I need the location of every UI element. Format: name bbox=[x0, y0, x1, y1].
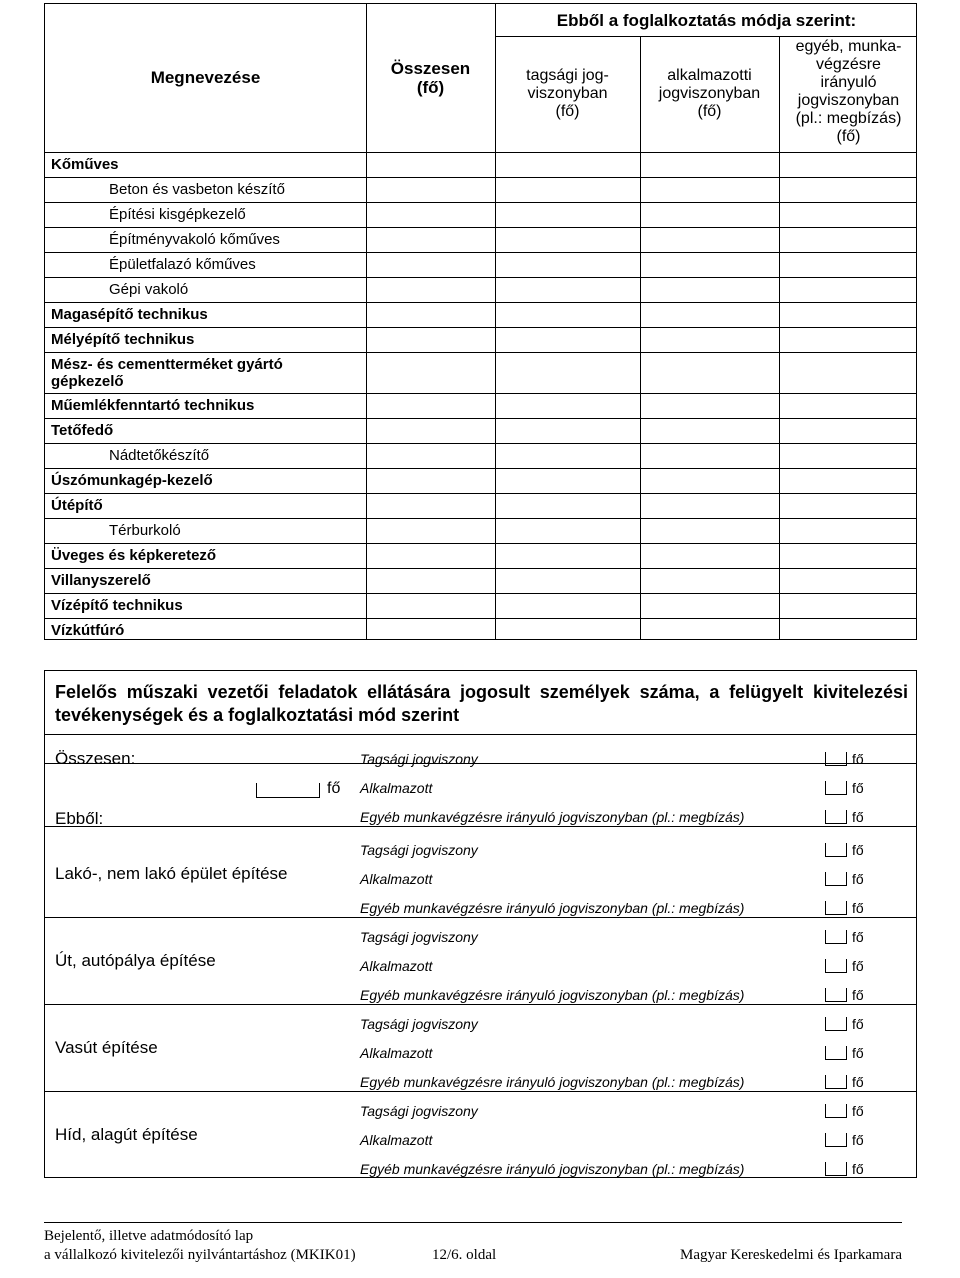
box-title-divider bbox=[45, 734, 916, 735]
employment-option-label: Tagsági jogviszony bbox=[360, 1016, 478, 1032]
employment-option-label: Alkalmazott bbox=[360, 1132, 433, 1148]
footer-line2: a vállalkozó kivitelezői nyilvántartáshoz (MKIK01) bbox=[44, 1247, 356, 1263]
employment-option-label: Tagsági jogviszony bbox=[360, 751, 478, 767]
header-other: egyéb, munka- végzésre irányuló jogviszonyban (pl.: megbízás) (fő) bbox=[795, 38, 902, 145]
unit-label: fő bbox=[852, 900, 864, 916]
row-divider bbox=[45, 227, 916, 228]
row-divider bbox=[45, 252, 916, 253]
group-divider bbox=[45, 1091, 350, 1092]
blank-input[interactable] bbox=[825, 1133, 847, 1147]
option-divider bbox=[350, 826, 916, 827]
unit-label: fő bbox=[852, 842, 864, 858]
group-divider bbox=[45, 1004, 350, 1005]
row-divider bbox=[45, 468, 916, 469]
table-row-label: Építési kisgépkezelő bbox=[109, 206, 246, 223]
row-divider bbox=[45, 352, 916, 353]
table-row-label: Kőműves bbox=[51, 156, 119, 173]
unit-label: fő bbox=[852, 987, 864, 1003]
unit-label: fő bbox=[852, 780, 864, 796]
employment-option-label: Tagsági jogviszony bbox=[360, 842, 478, 858]
table-row-label: Építményvakoló kőműves bbox=[109, 231, 280, 248]
employment-option-label: Egyéb munkavégzésre irányuló jogviszonyban (pl.: megbízás) bbox=[360, 809, 745, 825]
total-blank-field[interactable] bbox=[256, 783, 320, 798]
table-row-label: Vízkútfúró bbox=[51, 622, 125, 639]
employment-option-label: Tagsági jogviszony bbox=[360, 929, 478, 945]
unit-label: fő bbox=[852, 871, 864, 887]
row-divider bbox=[45, 418, 916, 419]
blank-input[interactable] bbox=[825, 1162, 847, 1176]
employment-option-label: Alkalmazott bbox=[360, 780, 433, 796]
supervisor-box bbox=[44, 670, 917, 1178]
count-field[interactable] bbox=[825, 871, 864, 887]
header-membership: tagsági jog- viszonyban (fő) bbox=[526, 67, 609, 120]
blank-input[interactable] bbox=[825, 810, 847, 824]
row-divider bbox=[45, 277, 916, 278]
option-divider bbox=[350, 763, 916, 764]
employment-option-label: Alkalmazott bbox=[360, 1045, 433, 1061]
header-divider bbox=[495, 36, 916, 37]
count-field[interactable] bbox=[825, 842, 864, 858]
row-divider bbox=[45, 302, 916, 303]
option-divider bbox=[350, 917, 916, 918]
count-field[interactable] bbox=[825, 1074, 864, 1090]
table-row-label: Útépítő bbox=[51, 497, 103, 514]
activity-category: Út, autópálya építése bbox=[55, 951, 216, 970]
unit-label: fő bbox=[852, 958, 864, 974]
row-divider bbox=[45, 327, 916, 328]
header-bottom-line bbox=[45, 152, 916, 153]
count-field[interactable] bbox=[825, 809, 864, 825]
employment-option-label: Alkalmazott bbox=[360, 871, 433, 887]
blank-input[interactable] bbox=[825, 1046, 847, 1060]
unit-label: fő bbox=[852, 1045, 864, 1061]
group-divider bbox=[45, 917, 350, 918]
total-unit: fő bbox=[327, 780, 341, 797]
header-total: Összesen (fő) bbox=[390, 59, 471, 97]
table-row-label: Tetőfedő bbox=[51, 422, 114, 439]
count-field[interactable] bbox=[825, 900, 864, 916]
row-divider bbox=[45, 177, 916, 178]
header-group: Ebből a foglalkoztatás módja szerint: bbox=[556, 11, 857, 30]
row-divider bbox=[45, 618, 916, 619]
total-label: Összesen: bbox=[55, 749, 136, 768]
blank-input[interactable] bbox=[825, 843, 847, 857]
footer-org: Magyar Kereskedelmi és Iparkamara bbox=[680, 1247, 902, 1263]
table-row-label: Villanyszerelő bbox=[51, 572, 151, 589]
blank-input[interactable] bbox=[825, 988, 847, 1002]
unit-label: fő bbox=[852, 929, 864, 945]
blank-input[interactable] bbox=[825, 781, 847, 795]
header-employed: alkalmazotti jogviszonyban (fő) bbox=[658, 67, 761, 120]
row-divider bbox=[45, 493, 916, 494]
employment-option-label: Egyéb munkavégzésre irányuló jogviszonyban (pl.: megbízás) bbox=[360, 1161, 745, 1177]
unit-label: fő bbox=[852, 751, 864, 767]
footer-line1: Bejelentő, illetve adatmódosító lap bbox=[44, 1228, 254, 1244]
employment-option-label: Egyéb munkavégzésre irányuló jogviszonyban (pl.: megbízás) bbox=[360, 1074, 745, 1090]
table-row-label: Térburkoló bbox=[109, 522, 181, 539]
table-row-label: Üveges és képkeretező bbox=[51, 547, 217, 564]
box-title: Felelős műszaki vezetői feladatok ellátására jogosult személyek száma, a felügyelt kivitelezési tevékenységek és a foglalkoztatási mód szerint bbox=[55, 682, 908, 725]
count-field[interactable] bbox=[825, 1161, 864, 1177]
count-field[interactable] bbox=[825, 958, 864, 974]
col-divider bbox=[640, 36, 641, 639]
row-divider bbox=[45, 543, 916, 544]
of-which-label: Ebből: bbox=[55, 809, 104, 828]
row-divider bbox=[45, 518, 916, 519]
table-row-label: Gépi vakoló bbox=[109, 281, 189, 298]
blank-input[interactable] bbox=[825, 1104, 847, 1118]
employment-table bbox=[44, 3, 917, 640]
unit-label: fő bbox=[852, 1074, 864, 1090]
option-divider bbox=[350, 1091, 916, 1092]
count-field[interactable] bbox=[825, 780, 864, 796]
unit-label: fő bbox=[852, 809, 864, 825]
row-divider bbox=[45, 393, 916, 394]
header-name: Megnevezése bbox=[150, 68, 261, 87]
table-row-label: Műemlékfenntartó technikus bbox=[51, 397, 255, 414]
count-field[interactable] bbox=[825, 929, 864, 945]
table-row-label: Mélyépítő technikus bbox=[51, 331, 195, 348]
employment-option-label: Alkalmazott bbox=[360, 958, 433, 974]
unit-label: fő bbox=[852, 1132, 864, 1148]
blank-input[interactable] bbox=[825, 872, 847, 886]
page-footer bbox=[44, 1222, 902, 1263]
table-row-label: Beton és vasbeton készítő bbox=[109, 181, 285, 198]
group-divider bbox=[45, 763, 350, 764]
activity-category: Vasút építése bbox=[55, 1038, 158, 1057]
activity-category: Híd, alagút építése bbox=[55, 1125, 198, 1144]
row-divider bbox=[45, 443, 916, 444]
footer-page: 12/6. oldal bbox=[432, 1247, 497, 1263]
table-row-label: Nádtetőkészítő bbox=[109, 447, 210, 464]
activity-category: Lakó-, nem lakó épület építése bbox=[55, 864, 288, 883]
count-field[interactable] bbox=[825, 751, 864, 767]
table-row-label: Úszómunkagép-kezelő bbox=[51, 472, 213, 489]
employment-option-label: Egyéb munkavégzésre irányuló jogviszonyban (pl.: megbízás) bbox=[360, 987, 745, 1003]
table-row-label: Magasépítő technikus bbox=[51, 306, 208, 323]
row-divider bbox=[45, 568, 916, 569]
row-divider bbox=[45, 202, 916, 203]
option-divider bbox=[350, 1004, 916, 1005]
blank-input[interactable] bbox=[825, 959, 847, 973]
blank-input[interactable] bbox=[825, 901, 847, 915]
count-field[interactable] bbox=[825, 1132, 864, 1148]
table-row-label: Mész- és cementterméket gyártó gépkezelő bbox=[51, 356, 283, 390]
unit-label: fő bbox=[852, 1161, 864, 1177]
employment-option-label: Egyéb munkavégzésre irányuló jogviszonyban (pl.: megbízás) bbox=[360, 900, 745, 916]
count-field[interactable] bbox=[825, 1016, 864, 1032]
unit-label: fő bbox=[852, 1016, 864, 1032]
employment-option-label: Tagsági jogviszony bbox=[360, 1103, 478, 1119]
table-row-label: Épületfalazó kőműves bbox=[109, 256, 256, 273]
row-divider bbox=[45, 593, 916, 594]
count-field[interactable] bbox=[825, 1103, 864, 1119]
unit-label: fő bbox=[852, 1103, 864, 1119]
table-row-label: Vízépítő technikus bbox=[51, 597, 183, 614]
count-field[interactable] bbox=[825, 987, 864, 1003]
count-field[interactable] bbox=[825, 1045, 864, 1061]
blank-input[interactable] bbox=[825, 1075, 847, 1089]
blank-input[interactable] bbox=[825, 1017, 847, 1031]
blank-input[interactable] bbox=[825, 930, 847, 944]
